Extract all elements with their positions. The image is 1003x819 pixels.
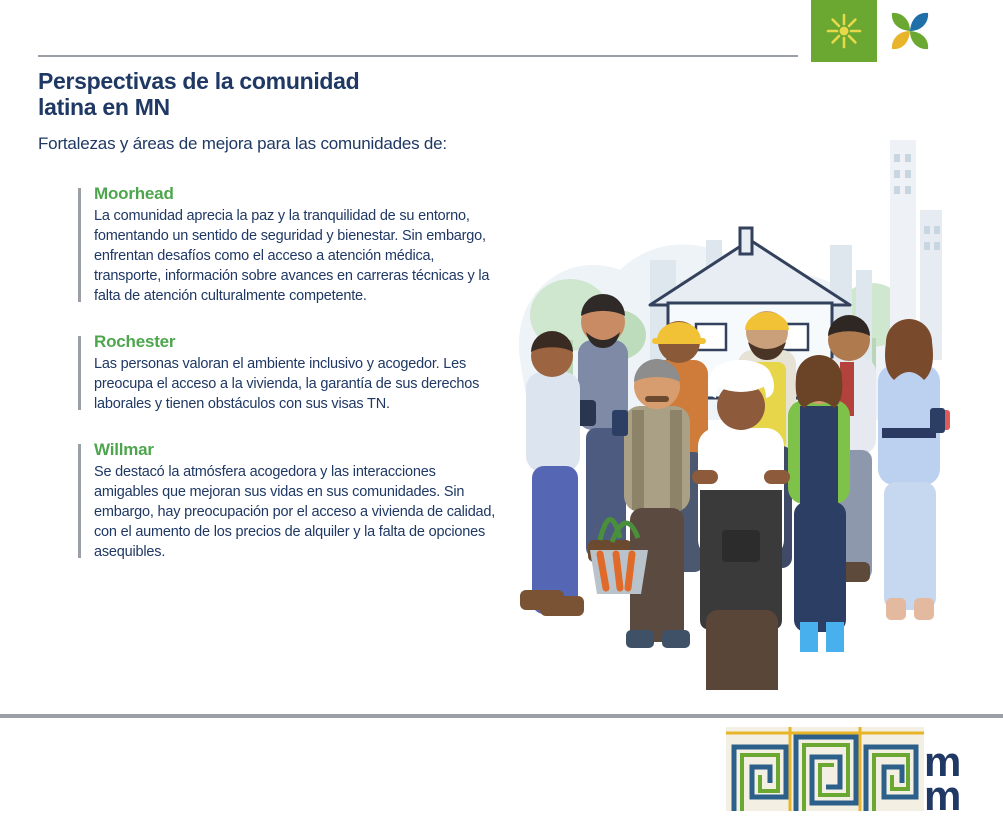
phone-icon-2 — [930, 408, 945, 433]
section-rochester — [78, 332, 498, 414]
illustration-canvas — [500, 110, 970, 690]
community-sections — [78, 184, 498, 588]
header-divider — [38, 55, 798, 57]
mn-wordmark-line-2: m — [924, 771, 960, 819]
section-moorhead — [78, 184, 498, 306]
footer-pattern — [726, 727, 924, 811]
page-subtitle: Fortalezas y áreas de mejora para las comunidades de: — [38, 134, 447, 153]
logo-left-panel — [811, 0, 877, 62]
mn-wordmark — [924, 727, 1003, 819]
sunburst-icon — [824, 11, 864, 51]
four-petal-icon — [887, 8, 933, 54]
page-title — [38, 68, 518, 121]
section-willmar — [78, 440, 498, 562]
section-heading: Moorhead — [94, 184, 174, 203]
mn-wordmark-line-1: m — [924, 738, 960, 785]
section-body: Las personas valoran el ambiente inclusivo y acogedor. Les preocupa el acceso a la vivienda, la garantía de sus derechos laborales y tienen obstáculos con sus visas TN. — [94, 356, 480, 412]
phone-icon — [612, 410, 628, 436]
organization-logo — [811, 0, 943, 62]
geometric-pattern-icon — [726, 727, 924, 811]
page-title-line-2: latina en MN — [38, 94, 170, 121]
section-heading: Rochester — [94, 332, 176, 351]
section-body: Se destacó la atmósfera acogedora y las interacciones amigables que mejoran sus vidas en sus comunidades. Sin embargo, hay preocupación por el acceso a vivienda de calidad, con el aumento de los precios de alquiler y la falta de opciones asequibles. — [94, 464, 496, 560]
logo-right-panel — [877, 0, 943, 62]
section-body: La comunidad aprecia la paz y la tranquilidad de su entorno, fomentando un sentido de seguridad y bienestar. Sin embargo, enfrentan desafíos como el acceso a atención médica, transporte, información sobre avances en carreras técnicas y la falta de atención culturalmente competente. — [94, 208, 490, 304]
section-heading: Willmar — [94, 440, 154, 459]
page-title-line-1: Perspectivas de la comunidad — [38, 68, 360, 94]
community-illustration — [500, 110, 970, 690]
